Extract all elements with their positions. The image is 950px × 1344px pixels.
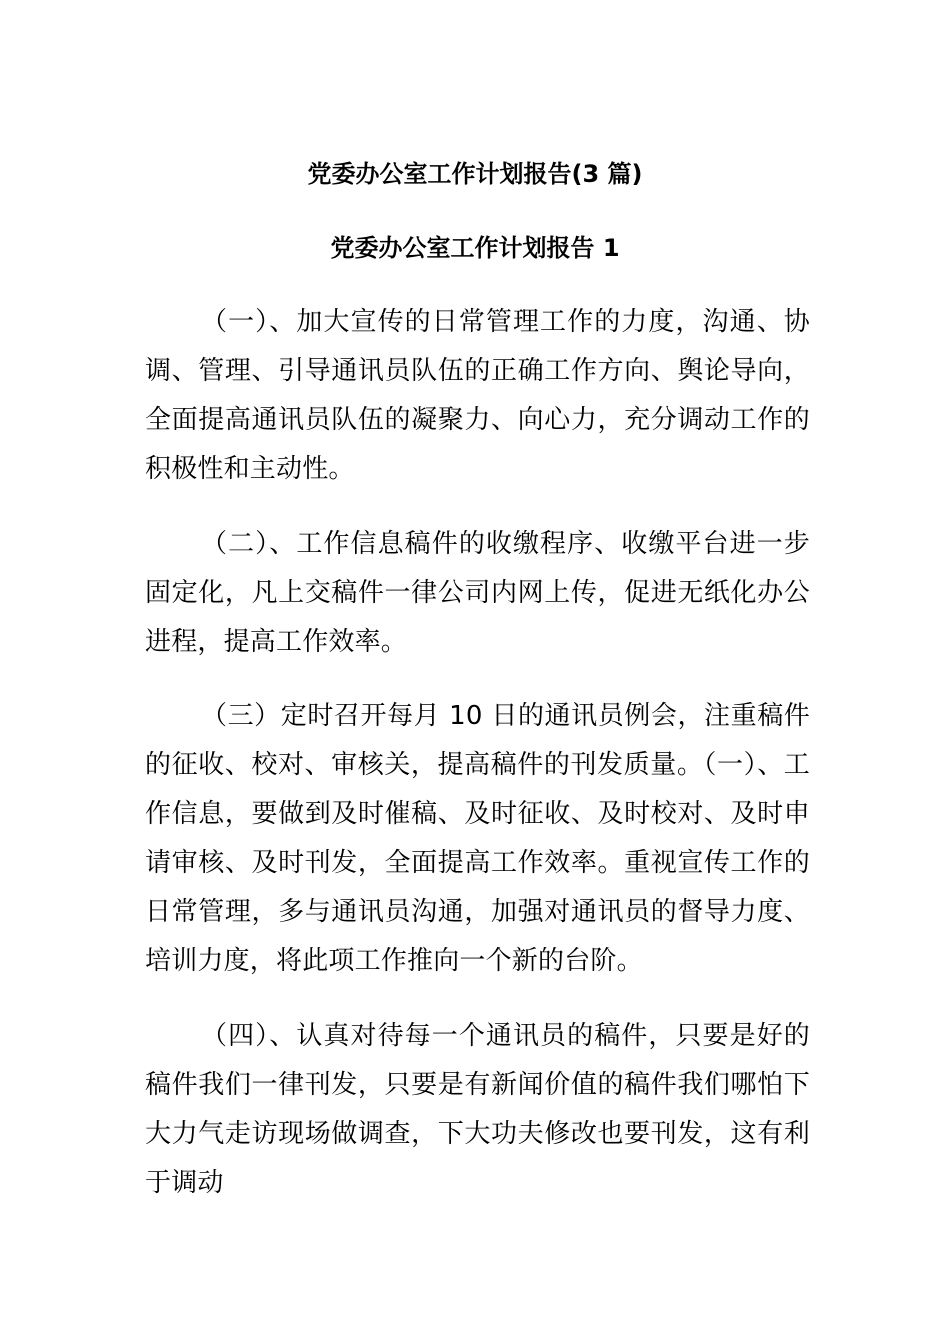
paragraph-4: （四）、认真对待每一个通讯员的稿件，只要是好的稿件我们一律刊发，只要是有新闻价值的稿件我们哪怕下大力气走访现场做调查，下大功夫修改也要刊发，这有利于调动 — [145, 1021, 810, 1198]
document-title: 党委办公室工作计划报告(3 篇) — [307, 160, 643, 188]
paragraph-1: （一）、加大宣传的日常管理工作的力度，沟通、协调、管理、引导通讯员队伍的正确工作方向、舆论导向，全面提高通讯员队伍的凝聚力、向心力，充分调动工作的积极性和主动性。 — [145, 307, 810, 484]
paragraph-3: （三）定时召开每月 10 日的通讯员例会，注重稿件的征收、校对、审核关，提高稿件的刊发质量。（一）、工作信息，要做到及时催稿、及时征收、及时校对、及时申请审核、及时刊发，全面提高工作效率。重视宣传工作的日常管理，多与通讯员沟通，加强对通讯员的督导力度、培训力度，将此项工作推向一个新的台阶。 — [145, 701, 810, 976]
paragraph-2: （二）、工作信息稿件的收缴程序、收缴平台进一步固定化，凡上交稿件一律公司内网上传，促进无纸化办公进程，提高工作效率。 — [145, 529, 810, 657]
section-title: 党委办公室工作计划报告 1 — [330, 234, 620, 262]
